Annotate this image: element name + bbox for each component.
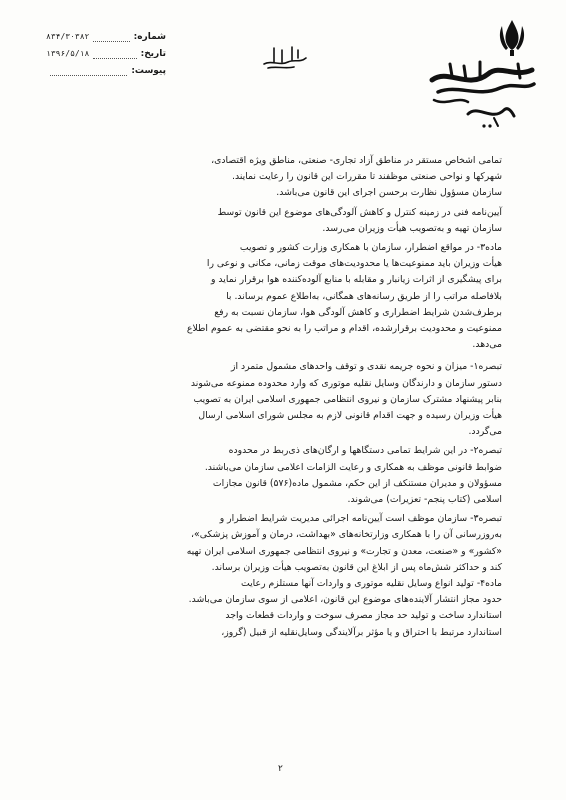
article-3-heading-line: ماده۳- در مواقع اضطرار، سازمان با همکاری وزارت کشور و تصویب [239, 242, 502, 254]
body-line: آیین‌نامه فنی در زمینه کنترل و کاهش آلودگی‌های موضوع این قانون توسط [217, 206, 502, 218]
body-line: مسؤولان و مدیران مستنکف از این حکم، مشمول ماده(۵۷۶) قانون مجازات [212, 477, 502, 489]
note-3-line: تبصره۳- سازمان موظف است آیین‌نامه اجرائی مدیریت شرایط اضطرار و [219, 513, 502, 525]
number-row [46, 30, 166, 43]
body-line: ممنوعیت و محدودیت برقرارشده، اقدام و مراتب را به نحو مقتضی به عموم اطلاع [186, 323, 502, 335]
majlis-emblem-logo [428, 18, 538, 130]
date-label: تاریخ: [140, 48, 166, 59]
body-line: دستور سازمان و دارندگان وسایل نقلیه موتوری که وارد محدوده ممنوعه می‌شوند [190, 377, 502, 389]
number-dotted-line [93, 32, 129, 42]
body-line: می‌دهد. [472, 339, 502, 351]
body-line: می‌گردد. [468, 426, 502, 438]
body-line: هیأت وزیران باید ممنوعیت‌ها یا محدودیت‌های موقت زمانی، مکانی و نوعی را [206, 258, 502, 270]
attachment-row [46, 64, 166, 77]
body-line: کند و حداکثر شش‌ماه پس از ابلاغ این قانون به‌تصویب هیأت وزیران برساند. [211, 561, 502, 573]
body-line: «کشور» و «صنعت، معدن و تجارت» و نیروی انتظامی جمهوری اسلامی ایران تهیه [186, 545, 502, 557]
body-line: به‌روزرسانی آن را با همکاری وزارتخانه‌های «بهداشت، درمان و آموزش پزشکی»، [191, 529, 502, 541]
date-dotted-line [93, 49, 136, 59]
date-value: ۱۳۹۶/۵/۱۸ [46, 49, 90, 58]
number-value: ۸۳۴/۳۰۳۸۲ [46, 32, 90, 41]
article-4-heading-line: ماده۴- تولید انواع وسایل نقلیه موتوری و واردات آنها مستلزم رعایت [240, 578, 502, 590]
note-1-line: تبصره۱- میزان و نحوه جریمه نقدی و توقف واحدهای مشمول متمرد از [230, 361, 502, 373]
page-number: ۲ [278, 764, 283, 774]
body-line: استاندارد ساخت و تولید حد مجاز مصرف سوخت و واردات قطعات واجد [225, 610, 502, 622]
number-label: شماره: [133, 31, 166, 42]
body-line: تمامی اشخاص مستقر در مناطق آزاد تجاری- صنعتی، مناطق ویژه اقتصادی، [211, 155, 502, 166]
body-line: سازمان مسؤول نظارت برحسن اجرای این قانون می‌باشد. [276, 187, 502, 199]
body-line: بلافاصله مراتب را از طریق رسانه‌های همگانی، به‌اطلاع عموم برساند. با [226, 290, 502, 302]
body-line: استاندارد مرتبط با احتراق و یا مؤثر برآلایندگی وسایل‌نقلیه از قبیل (گروز، [221, 626, 502, 638]
body-line: برای پیشگیری از اثرات زیانبار و مقابله با منابع آلوده‌کننده هوا برقرار نماید و [210, 274, 502, 286]
body-line: هیأت وزیران رسیده و جهت اقدام قانونی لازم به مجلس شورای اسلامی ارسال [198, 410, 502, 422]
body-line: ضوابط قانونی موظف به همکاری و رعایت الزامات اعلامی سازمان می‌باشند. [204, 461, 502, 473]
date-row [46, 47, 166, 60]
attachment-dotted-line [50, 66, 127, 76]
note-2-line: تبصره۲- در این شرایط تمامی دستگاهها و ارگان‌های ذی‌ربط در محدوده [228, 445, 502, 457]
body-line: برطرف‌شدن شرایط اضطراری و کاهش آلودگی هوا، سازمان نسبت به رفع [214, 306, 502, 318]
body-line: حدود مجاز انتشار آلاینده‌های موضوع این قانون، اعلامی از سوی سازمان می‌باشد. [188, 594, 502, 606]
body-line: بنابر پیشنهاد مشترک سازمان و نیروی انتظامی جمهوری اسلامی ایران به تصویب [193, 393, 502, 405]
body-line: سازمان تهیه و به‌تصویب هیأت وزیران می‌رسد. [322, 222, 502, 234]
attachment-label: پیوست: [131, 65, 166, 76]
document-body [70, 153, 502, 641]
body-line: اسلامی (کتاب پنجم- تعزیرات) می‌شوند. [347, 494, 502, 506]
bismillah-calligraphy [262, 44, 308, 70]
body-line: شهرکها و نواحی صنعتی موظفند تا مقررات این قانون را رعایت نمایند. [231, 171, 502, 183]
reference-block [46, 30, 166, 81]
